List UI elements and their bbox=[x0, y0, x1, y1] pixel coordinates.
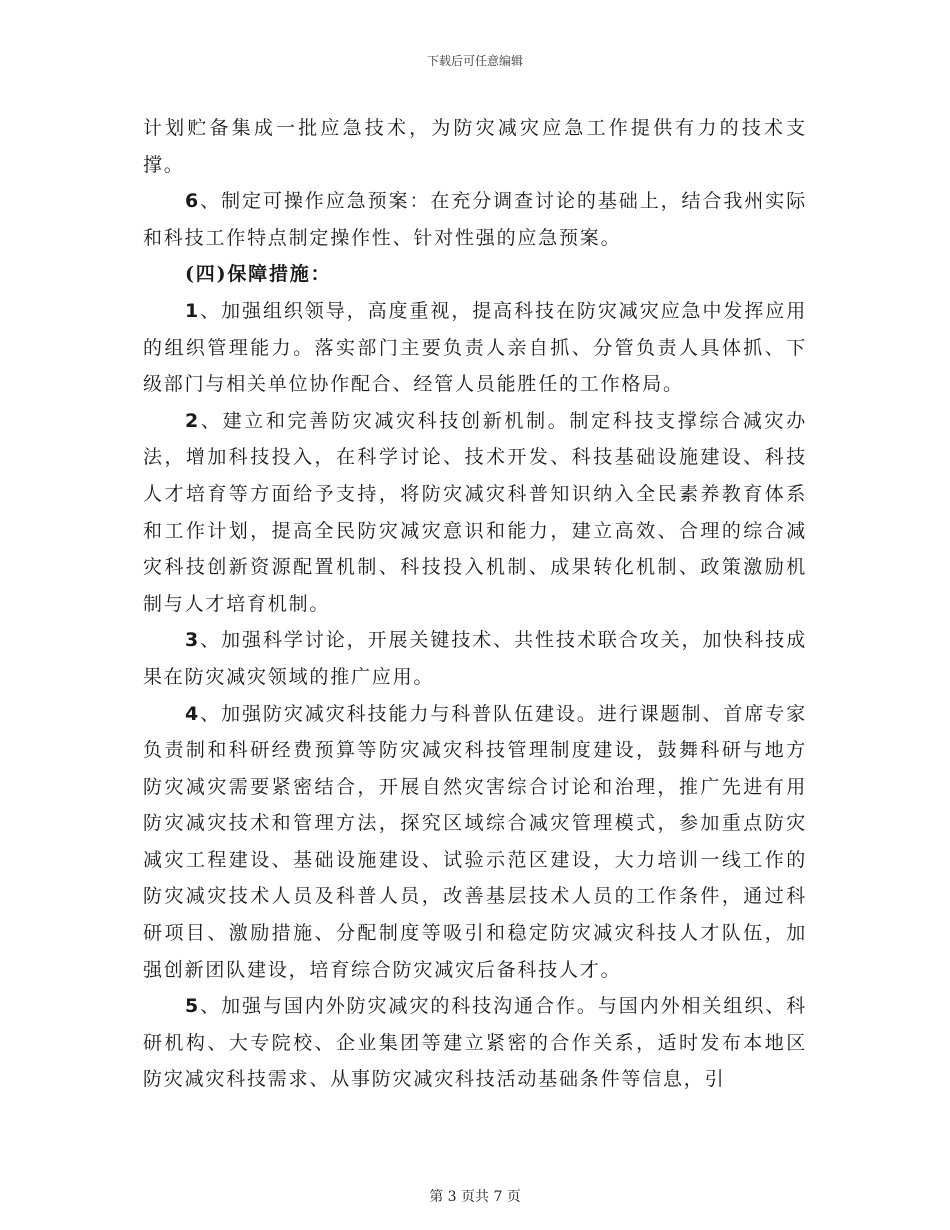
paragraph-number: 4 bbox=[185, 702, 201, 725]
paragraph-3 bbox=[143, 622, 807, 695]
paragraph-4 bbox=[143, 696, 807, 989]
paragraph-number: 2 bbox=[185, 409, 201, 432]
paragraph-text: 、加强科学讨论，开展关键技术、共性技术联合攻关，加快科技成果在防灾减灾领域的推广应用。 bbox=[143, 629, 807, 688]
document-body bbox=[143, 110, 807, 1098]
paragraph-number: 6 bbox=[185, 190, 201, 213]
paragraph-text: 、加强防灾减灾科技能力与科普队伍建设。进行课题制、首席专家负责制和科研经费预算等防灾减灾科技管理制度建设，鼓舞科研与地方防灾减灾需要紧密结合，开展自然灾害综合讨论和治理，推广先进有用防灾减灾技术和管理方法，探究区域综合减灾管理模式，参加重点防灾减灾工程建设、基础设施建设、试验示范区建设，大力培训一线工作的防灾减灾技术人员及科普人员，改善基层技术人员的工作条件，通过科研项目、激励措施、分配制度等吸引和稳定防灾减灾科技人才队伍，加强创新团队建设，培育综合防灾减灾后备科技人才。 bbox=[143, 702, 807, 981]
paragraph-number: 5 bbox=[185, 995, 201, 1018]
paragraph-5 bbox=[143, 988, 807, 1098]
paragraph-number: 3 bbox=[185, 629, 201, 652]
page-footer: 第 3 页共 7 页 bbox=[429, 1189, 521, 1205]
paragraph-number: 1 bbox=[185, 299, 201, 322]
paragraph-text: 、建立和完善防灾减灾科技创新机制。制定科技支撑综合减灾办法，增加科技投入，在科学讨论、技术开发、科技基础设施建设、科技人才培育等方面给予支持，将防灾减灾科普知识纳入全民素养教育体系和工作计划，提高全民防灾减灾意识和能力，建立高效、合理的综合减灾科技创新资源配置机制、科技投入机制、成果转化机制、政策激励机制与人才培育机制。 bbox=[143, 409, 807, 615]
paragraph-text: 、加强与国内外防灾减灾的科技沟通合作。与国内外相关组织、科研机构、大专院校、企业集团等建立紧密的合作关系，适时发布本地区防灾减灾科技需求、从事防灾减灾科技活动基础条件等信息，引 bbox=[143, 995, 807, 1091]
paragraph-continuation bbox=[143, 110, 807, 183]
paragraph-2 bbox=[143, 403, 807, 623]
section-heading-text: (四)保障措施： bbox=[185, 263, 332, 286]
paragraph-text: 计划贮备集成一批应急技术，为防灾减灾应急工作提供有力的技术支撑。 bbox=[143, 117, 807, 176]
paragraph-text: 、制定可操作应急预案：在充分调查讨论的基础上，结合我州实际和科技工作特点制定操作性、针对性强的应急预案。 bbox=[143, 190, 807, 249]
paragraph-6 bbox=[143, 183, 807, 256]
paragraph-text: 、加强组织领导，高度重视，提高科技在防灾减灾应急中发挥应用的组织管理能力。落实部门主要负责人亲自抓、分管负责人具体抓、下级部门与相关单位协作配合、经管人员能胜任的工作格局。 bbox=[143, 299, 807, 396]
page-header: 下载后可任意编辑 bbox=[426, 54, 523, 68]
paragraph-1 bbox=[143, 293, 807, 403]
section-heading bbox=[143, 256, 807, 293]
